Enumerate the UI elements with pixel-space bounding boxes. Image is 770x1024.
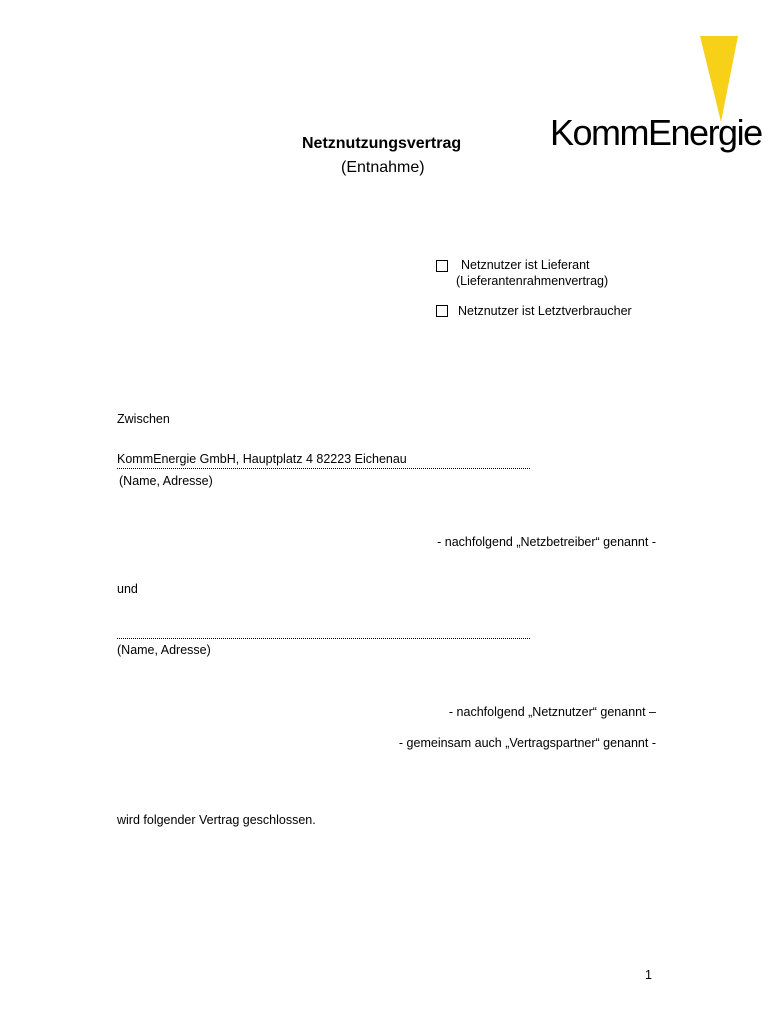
party1-caption: (Name, Adresse) bbox=[119, 474, 213, 488]
party2-role: - nachfolgend „Netznutzer“ genannt – bbox=[448, 705, 656, 719]
joint-role: - gemeinsam auch „Vertragspartner“ genannt - bbox=[398, 736, 656, 750]
zwischen-text: Zwischen bbox=[117, 412, 170, 426]
party1-fill-line bbox=[117, 468, 530, 469]
letztverbraucher-checkbox[interactable] bbox=[436, 305, 448, 317]
party2-fill-line[interactable] bbox=[117, 638, 530, 639]
lieferant-label: Netznutzer ist Lieferant bbox=[461, 258, 590, 272]
lieferant-checkbox[interactable] bbox=[436, 260, 448, 272]
party1-value: KommEnergie GmbH, Hauptplatz 4 82223 Eichenau bbox=[117, 452, 407, 466]
document-subtitle: (Entnahme) bbox=[341, 159, 425, 176]
party1-role: - nachfolgend „Netzbetreiber“ genannt - bbox=[437, 535, 656, 549]
company-logo-text: KommEnergie bbox=[550, 112, 762, 153]
closing-text: wird folgender Vertrag geschlossen. bbox=[117, 813, 316, 827]
document-title: Netznutzungsvertrag bbox=[302, 135, 462, 152]
und-text: und bbox=[117, 582, 138, 596]
letztverbraucher-label: Netznutzer ist Letztverbraucher bbox=[458, 304, 632, 318]
page-number: 1 bbox=[645, 968, 652, 982]
lieferant-sublabel: (Lieferantenrahmenvertrag) bbox=[456, 274, 609, 288]
logo-mark-icon bbox=[700, 36, 738, 122]
party2-caption: (Name, Adresse) bbox=[117, 643, 211, 657]
